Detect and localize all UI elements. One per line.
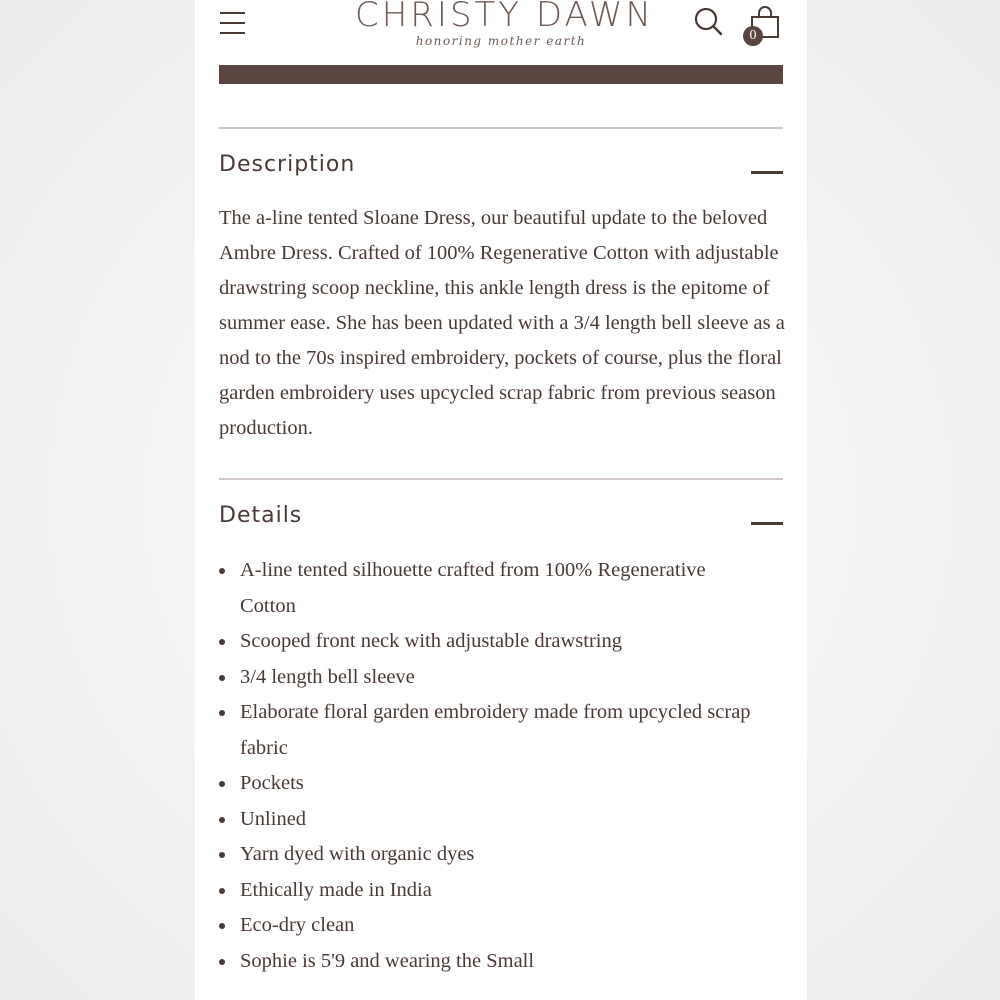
bullet-icon: [219, 639, 225, 645]
list-item: [219, 766, 760, 802]
logo-tagline: honoring mother earth: [415, 34, 587, 48]
list-item-text: Unlined: [240, 807, 307, 830]
list-item: [219, 624, 760, 660]
site-header: [195, 0, 807, 60]
bullet-icon: [219, 568, 225, 574]
hamburger-menu-icon: [220, 12, 245, 14]
list-item: [219, 873, 760, 909]
minus-collapse-icon: [751, 171, 783, 174]
hamburger-menu-icon-line: [220, 22, 245, 24]
list-item-text: A-line tented silhouette crafted from 100% Regenerative Cotton: [240, 559, 706, 617]
section-divider: [219, 127, 783, 129]
list-item-text: Pockets: [240, 772, 304, 794]
list-item: [219, 944, 760, 980]
cart-count-badge: 0: [743, 26, 763, 46]
details-title: Details: [219, 503, 303, 528]
description-body: The a-line tented Sloane Dress, our beautiful update to the beloved Ambre Dress. Crafted of 100% Regenerative Cotton with adjustable drawstring scoop neckline, this ankle length dress is the epitome of summer ease. She has been updated with a 3/4 length bell sleeve as a nod to the 70s inspired embroidery, pockets of course, plus the floral garden embroidery uses upcycled scrap fabric from previous season production.: [219, 207, 785, 439]
search-icon: [693, 6, 725, 38]
menu-button[interactable]: [219, 10, 247, 38]
add-to-cart-bar[interactable]: [219, 65, 783, 84]
minus-collapse-icon: [751, 522, 783, 525]
bullet-icon: [219, 710, 225, 716]
bullet-icon: [219, 781, 225, 787]
details-toggle[interactable]: [219, 496, 783, 536]
brand-logo[interactable]: [355, 0, 654, 48]
description-toggle[interactable]: [219, 145, 783, 185]
details-list: [219, 553, 779, 979]
list-item-text: Scooped front neck with adjustable drawstring: [240, 630, 623, 652]
list-item: [219, 908, 760, 944]
list-item-text: Elaborate floral garden embroidery made from upcycled scrap fabric: [240, 701, 751, 759]
bullet-icon: [219, 852, 225, 858]
list-item-text: 3/4 length bell sleeve: [240, 665, 415, 688]
list-item: [219, 553, 760, 624]
list-item-text: Ethically made in India: [240, 878, 432, 901]
section-divider: [219, 478, 783, 480]
list-item-text: Sophie is 5'9 and wearing the Small: [240, 949, 535, 972]
list-item-text: Eco-dry clean: [240, 914, 355, 936]
search-button[interactable]: [693, 6, 725, 38]
bullet-icon: [219, 675, 225, 681]
bullet-icon: [219, 959, 225, 965]
list-item-text: Yarn dyed with organic dyes: [240, 843, 475, 865]
cart-button[interactable]: [743, 4, 785, 48]
bullet-icon: [219, 888, 225, 894]
bullet-icon: [219, 817, 225, 823]
list-item: [219, 837, 760, 873]
description-title: Description: [219, 152, 356, 177]
product-page: [195, 0, 807, 1000]
hamburger-menu-icon-line: [220, 32, 245, 34]
list-item: [219, 802, 760, 838]
list-item: [219, 695, 760, 766]
list-item: [219, 660, 760, 696]
logo-title: CHRISTY DAWN: [355, 0, 654, 35]
bullet-icon: [219, 923, 225, 929]
